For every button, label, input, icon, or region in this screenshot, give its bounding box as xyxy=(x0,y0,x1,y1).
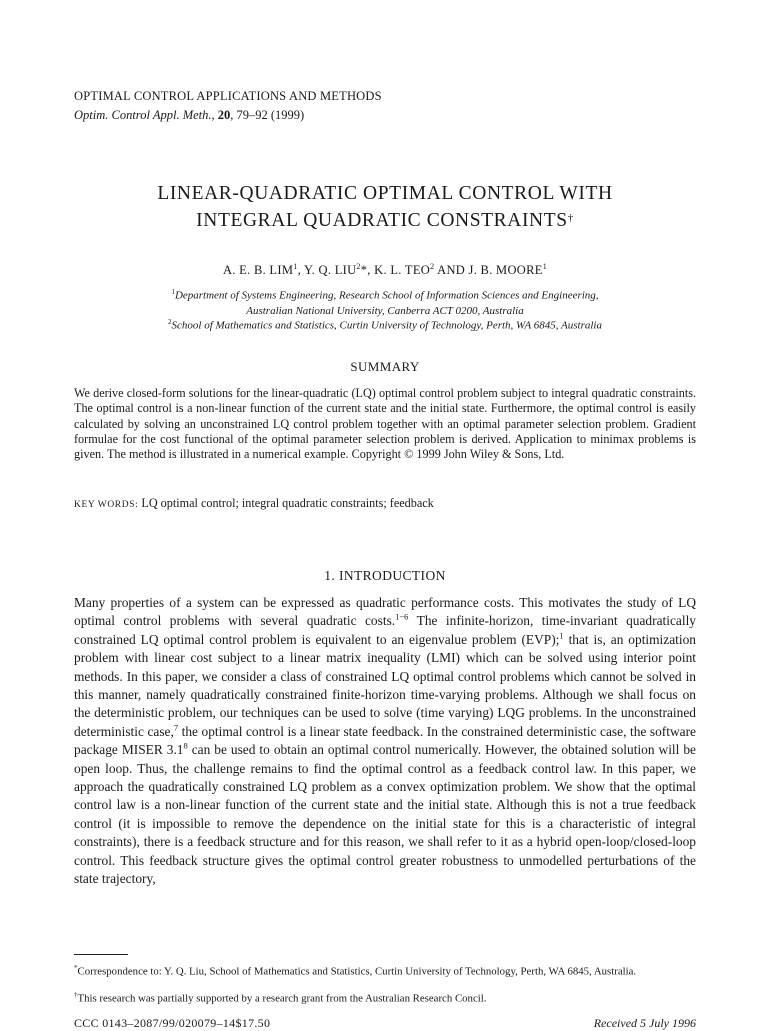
abstract-text: We derive closed-form solutions for the linear-quadratic (LQ) optimal control problem subject to integral quadratic constraints. The optimal control is a non-linear function of the current state and the initial state. Furthermore, the optimal control is easily calculated by solving an unconstrained LQ control problem together with an optimal parameter selection problem. Gradient formulae for the cost functional of the optimal parameter selection problem is derived. Application to minimax problems is given. The method is illustrated in a numerical example. Copyright © 1999 John Wiley & Sons, Ltd. xyxy=(74,386,696,462)
title-line-1: LINEAR-QUADRATIC OPTIMAL CONTROL WITH xyxy=(157,183,613,204)
introduction-paragraph: Many properties of a system can be expressed as quadratic performance costs. This motivates the study of LQ optimal control problems with several quadratic costs.$^{1-6}$ The infinite-horizon, time-invariant quadratically constrained LQ optimal control problem is equivalent to an eigenvalue problem (EVP);$^1$ that is, an optimization problem with linear cost subject to a linear matrix inequality (LMI) which can be solved using interior point methods. In this paper, we consider a class of constrained LQ optimal control problems which cannot be solved in this manner, namely quadratically constrained finite-horizon time-varying problems. Although we shall focus on the deterministic problem, our techniques can be used to solve (time varying) LQG problems. In the unconstrained deterministic case,$^7$ the optimal control is a linear state feedback. In the constrained deterministic case, the software package MISER $3.1^8$ can be used to obtain an optimal control numerically. However, the obtained solution will be open loop. Thus, the challenge remains to find the optimal control as a feedback control law. In this paper, we approach the quadratically constrained LQ problem as a convex optimization problem. We show that the optimal control law is a non-linear function of the current state and the initial state. Although this is not a true feedback control (it is impossible to remove the dependence on the initial state for this is a characteristic of integral constraints), there is a feedback structure and for this reason, we shall refer to it as a hybrid open-loop/closed-loop control. This feedback structure gives the optimal control greater robustness to unmodelled perturbations of the state trajectory, xyxy=(74,595,696,887)
ccc-code: CCC 0143–2087/99/020079–14$17.50 xyxy=(74,1016,271,1030)
journal-name: OPTIMAL CONTROL APPLICATIONS AND METHODS xyxy=(74,89,382,103)
citation-volume: 20 xyxy=(217,108,231,122)
affiliation-2: $^2$School of Mathematics and Statistics, Curtin University of Technology, Perth, WA 6845, Australia xyxy=(168,318,602,332)
citation-ref: 7 xyxy=(173,722,179,733)
footnote-correspondence: *Correspondence to: Y. Q. Liu, School of Mathematics and Statistics, Curtin University of Technology, Perth, WA 6845, Australia. xyxy=(74,964,637,978)
section-heading-introduction: 1. INTRODUCTION xyxy=(324,568,446,583)
keywords-label: KEY WORDS: xyxy=(74,500,139,510)
footnote-funding: †This research was partially supported by a research grant from the Australian Research Concil. xyxy=(74,991,487,1005)
footnote-divider xyxy=(74,954,128,955)
citation-ref: 8 xyxy=(183,740,188,751)
citation-ref: 1 xyxy=(559,630,564,641)
summary-heading: SUMMARY xyxy=(350,359,420,374)
keywords xyxy=(74,496,696,511)
author-name: A. E. B. LIM xyxy=(222,263,294,278)
author-affil-mark: 1 xyxy=(293,262,298,271)
author-name: J. B. MOORE xyxy=(468,263,543,278)
author-affil-mark: 2 xyxy=(356,262,361,271)
citation-pages: , 79–92 (1999) xyxy=(230,108,305,122)
received-date: Received 5 July 1996 xyxy=(593,1016,696,1030)
paper-title xyxy=(74,180,696,234)
journal-citation: Optim. Control Appl. Meth., 20, 79–92 (1999) xyxy=(74,108,305,122)
author-affil-mark: 2 xyxy=(430,262,435,271)
title-dagger: † xyxy=(567,212,574,224)
keywords-text: LQ optimal control; integral quadratic constraints; feedback xyxy=(138,496,434,510)
author-name: Y. Q. LIU xyxy=(303,263,357,278)
citation-journal: Optim. Control Appl. Meth. xyxy=(74,108,212,122)
title-line-2: INTEGRAL QUADRATIC CONSTRAINTS† xyxy=(196,210,574,231)
author-name: K. L. TEO xyxy=(374,263,431,278)
affiliation-1: $^1$Department of Systems Engineering, Research School of Information Sciences and Engineering, Australian National University, Canberra ACT 0200, Australia xyxy=(171,288,599,317)
author-affil-mark: 1 xyxy=(542,262,548,271)
citation-ref: 1−6 xyxy=(395,611,409,622)
author-list: A. E. B. LIM$^1$, Y. Q. LIU$^2$*, K. L. TEO$^2$ AND J. B. MOORE$^1$ xyxy=(222,262,548,278)
